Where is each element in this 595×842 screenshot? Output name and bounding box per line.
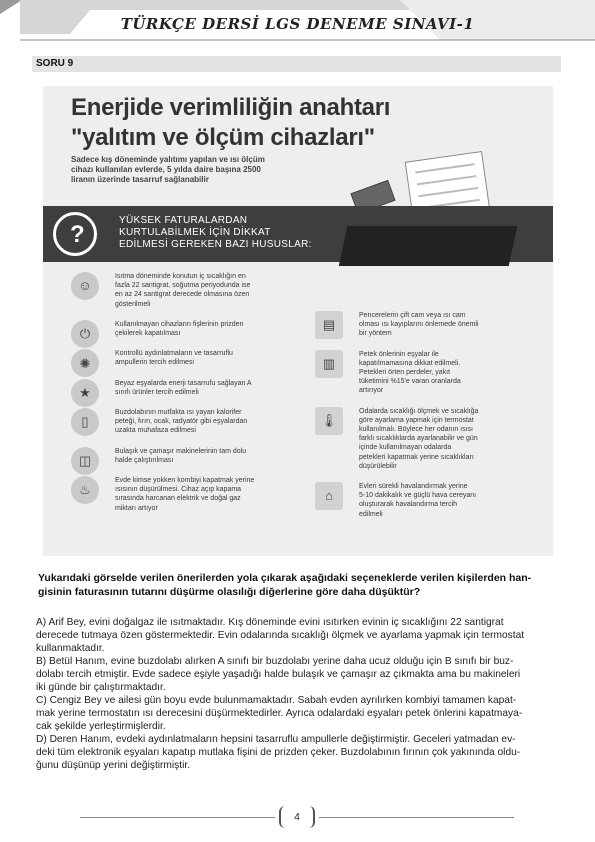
- energy-label-icon: ★: [71, 379, 99, 407]
- tip-line: Kullanılmayan cihazların fişlerinin prizden: [115, 320, 244, 328]
- tip-item: [71, 476, 311, 513]
- stem-line: gisinin faturasının tutarını düşürme olasılığı diğerlerine göre daha düşüktür?: [38, 586, 421, 598]
- tip-line: sırasında harcanan elektrik ve doğal gaz: [115, 495, 241, 503]
- tip-line: kullanılmalı. Böylece her odanın ısısı: [359, 426, 474, 434]
- double-glazing-icon: ▤: [315, 311, 343, 339]
- answer-option[interactable]: [36, 733, 562, 772]
- tip-item: [71, 447, 311, 469]
- tip-line: farklı sıcaklıklarda ayarlanabilir ve gün: [359, 435, 478, 443]
- tip-line: ısısının düşürülmesi. Cihaz açıp kapama: [115, 486, 242, 494]
- dishwasher-icon: ◫: [71, 447, 99, 475]
- subtitle-line: Sadece kış döneminde yalıtımı yapılan ve ısı ölçüm: [71, 155, 265, 164]
- footer-rule-left: [80, 817, 275, 818]
- tip-line: uzakta muhafaza edilmesi: [115, 427, 196, 435]
- tip-item: [71, 320, 311, 342]
- tip-line: bir yöntem: [359, 330, 392, 338]
- tip-line: en az 24 santigrat derecede olmasına özen: [115, 291, 250, 299]
- tip-line: peteği, fırın, ocak, radyatör gibi eşyalardan: [115, 418, 248, 426]
- tip-line: ampullerin tercih edilmesi: [115, 359, 194, 367]
- infographic-title-line-2: "yalıtım ve ölçüm cihazları": [71, 124, 375, 151]
- option-line: B) Betül Hanım, evine buzdolabı alırken A sınıfı bir buzdolabı yerine daha ucuz olduğu için B sınıfı bir buz-: [36, 656, 514, 667]
- tip-line: Bulaşık ve çamaşır makinelerinin tam dolu: [115, 447, 247, 455]
- window-ventilation-icon: ⌂: [315, 482, 343, 510]
- subtitle-line: liranın üzerinde tasarruf sağlanabilir: [71, 175, 209, 184]
- tip-item: [71, 379, 311, 401]
- infographic-title-line-1: Enerjide verimliliğin anahtarı: [71, 94, 391, 121]
- tip-item: [315, 311, 545, 339]
- fridge-icon: ▯: [71, 408, 99, 436]
- tip-line: göre ayarlama yapmak için termostat: [359, 416, 474, 424]
- tip-line: kapatılmamasına dikkat edilmeli.: [359, 359, 461, 367]
- tip-line: artırıyor: [359, 387, 384, 395]
- tip-item: [71, 349, 311, 371]
- tip-line: Evleri sürekli havalandırmak yerine: [359, 483, 468, 491]
- option-line: cak şekilde yerleştirmişlerdir.: [36, 721, 166, 732]
- option-line: A) Arif Bey, evini doğalgaz ile ısıtmaktadır. Kış döneminde evini ısıtırken evinin iç sıcaklığını 22 santigrat: [36, 617, 504, 628]
- option-line: deki tüm elektronik eşyaları kapatıp mutlaka fişini de prizden çeker. Buzdolabının fırının çok yakınında oldu-: [36, 747, 521, 758]
- band-line: YÜKSEK FATURALARDAN: [119, 215, 248, 226]
- option-line: C) Cengiz Bey ve ailesi gün boyu evde bulunmamaktadır. Sabah evden ayrılırken kombiyi tamamen kapat-: [36, 695, 517, 706]
- page-number: 4: [294, 812, 300, 823]
- tip-line: içinde kullanılmayan odalarda: [359, 444, 452, 452]
- tip-line: edilmeli: [359, 510, 383, 518]
- tips-right-column: [315, 311, 545, 530]
- band-line: EDİLMESİ GEREKEN BAZI HUSUSLAR:: [119, 239, 312, 250]
- tip-line: tüketimini %15'e varan oranlarda: [359, 378, 461, 386]
- heat-icon: ♨: [71, 476, 99, 504]
- infographic: [43, 86, 553, 556]
- question-stem: [38, 571, 560, 599]
- thermometer-icon: 🌡: [315, 407, 343, 435]
- tip-line: 5-10 dakikalık ve güçlü hava cereyanı: [359, 492, 477, 500]
- answer-option[interactable]: [36, 616, 562, 655]
- answer-option[interactable]: [36, 694, 562, 733]
- tip-line: gösterilmeli: [115, 300, 151, 308]
- option-line: kullanmaktadır.: [36, 643, 105, 654]
- tip-line: oluşturarak havalandırma tercih: [359, 501, 458, 509]
- answer-options: [36, 616, 562, 772]
- tip-line: Buzdolabının mutfakta ısı yayan kalorifer: [115, 409, 242, 417]
- infographic-subtitle: [71, 155, 321, 185]
- tip-line: Petek önlerinin eşyalar ile: [359, 350, 439, 358]
- tip-line: sınıfı ürünler tercih edilmeli: [115, 388, 199, 396]
- tip-line: fazla 22 santigrat, soğutma periyodunda ise: [115, 282, 251, 290]
- exam-title: TÜRKÇE DERSİ LGS DENEME SINAVI-1: [120, 15, 475, 33]
- tips-left-column: [71, 272, 311, 524]
- tip-line: Isıtma döneminde konutun iç sıcaklığın en: [115, 273, 246, 280]
- tip-line: Pencerelerin çift cam veya ısı cam: [359, 312, 466, 319]
- option-line: dolabı tercih etmiştir. Evde sadece eşiyle yaşadığı halde bulaşık ve çamaşır az çıkmakta ama bu makineleri: [36, 669, 521, 680]
- cash-register-illustration: [339, 226, 518, 266]
- subtitle-line: cihazı kullanılan evlerde, 5 yılda daire başına 2500: [71, 165, 261, 174]
- tip-line: Petekleri örten perdeler, yakıt: [359, 369, 451, 377]
- tip-item: [315, 407, 545, 471]
- band-line: KURTULABİLMEK İÇİN DİKKAT: [119, 227, 271, 238]
- question-label: SORU 9: [36, 58, 74, 69]
- tip-line: Evde kimse yokken kombiyi kapatmak yerine: [115, 477, 255, 485]
- tip-line: Beyaz eşyalarda enerji tasarrufu sağlayan A: [115, 379, 252, 387]
- band-text: [119, 215, 312, 251]
- lightbulb-icon: ✺: [71, 349, 99, 377]
- tip-line: çekilerek kapatılması: [115, 330, 181, 338]
- tip-line: düşürülebilir: [359, 462, 397, 470]
- question-header: [32, 56, 561, 72]
- option-line: D) Deren Hanım, evdeki aydınlatmaların hepsini tasarruflu ampullerle değiştirmiştir. Geceleri yatmadan ev-: [36, 734, 516, 745]
- option-line: mak yerine termostatın ısı derecesini düşürmektedirler. Ayrıca odalardaki eşyaları petek önlerini kapatmaya-: [36, 708, 523, 719]
- option-line: iki günde bir çalıştırmaktadır.: [36, 682, 166, 693]
- question-mark-icon: ?: [53, 212, 97, 256]
- tip-line: olması ısı kayıplarını önlemede önemli: [359, 321, 479, 329]
- tip-line: halde çalıştırılması: [115, 456, 174, 464]
- option-line: ğunu düşünüp yerini değiştirmiştir.: [36, 760, 191, 771]
- tip-line: Kontrollü aydınlatmaların ve tasarruflu: [115, 350, 233, 358]
- tip-item: [315, 350, 545, 396]
- tip-line: petekleri kapatmak yerine sıcaklıkları: [359, 453, 474, 461]
- tip-item: [315, 482, 545, 519]
- power-icon: ⏻: [71, 320, 99, 348]
- tip-item: [71, 272, 311, 309]
- option-line: derecede tutmaya özen göstermektedir. Evin odalarında sıcaklığı ölçmek ve ayarlama yapmak için termostat: [36, 630, 525, 641]
- footer-rule-right: [319, 817, 514, 818]
- thermostat-person-icon: ☺: [71, 272, 99, 300]
- radiator-icon: ▥: [315, 350, 343, 378]
- tip-line: Odalarda sıcaklığı ölçmek ve sıcaklığa: [359, 407, 479, 415]
- tip-item: [71, 408, 311, 436]
- answer-option[interactable]: [36, 655, 562, 694]
- stem-line: Yukarıdaki görselde verilen önerilerden yola çıkarak aşağıdaki seçeneklerde verilen kişilerden han-: [38, 572, 532, 584]
- tip-line: miktarı artıyor: [115, 504, 158, 512]
